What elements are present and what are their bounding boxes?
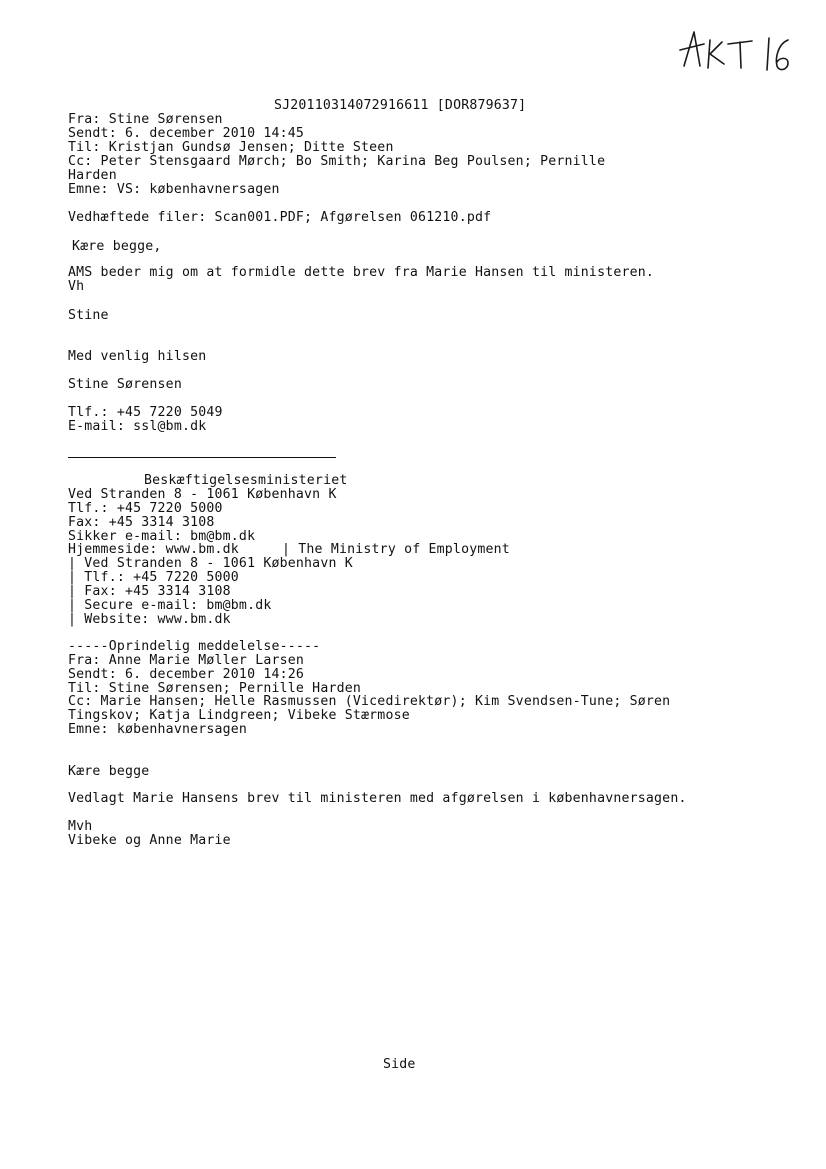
subject-line: Emne: VS: københavnersagen bbox=[68, 182, 280, 197]
greeting: Kære begge, bbox=[72, 239, 162, 254]
original-closing: Mvh bbox=[68, 819, 93, 834]
cc-line: Cc: Peter Stensgaard Mørch; Bo Smith; Karina Beg Poulsen; Pernille bbox=[68, 154, 606, 169]
ministry-address: Ved Stranden 8 - 1061 København K bbox=[68, 487, 337, 502]
ministry-english-website: | Website: www.bm.dk bbox=[68, 612, 231, 627]
ministry-secure-email: Sikker e-mail: bm@bm.dk bbox=[68, 529, 256, 544]
sent-line: Sendt: 6. december 2010 14:45 bbox=[68, 126, 305, 141]
original-subject-line: Emne: københavnersagen bbox=[68, 722, 248, 737]
signature-closing: Med venlig hilsen bbox=[68, 349, 207, 364]
ministry-website: Hjemmeside: www.bm.dk bbox=[68, 542, 239, 557]
document-id: SJ20110314072916611 [DOR879637] bbox=[274, 98, 527, 113]
signature-phone: Tlf.: +45 7220 5049 bbox=[68, 405, 223, 420]
handwritten-akt-stamp bbox=[678, 28, 798, 76]
ministry-english-name: | The Ministry of Employment bbox=[282, 542, 510, 557]
body-regards: Vh bbox=[68, 279, 85, 294]
ministry-phone: Tlf.: +45 7220 5000 bbox=[68, 501, 223, 516]
ministry-english-address: | Ved Stranden 8 - 1061 København K bbox=[68, 556, 353, 571]
ministry-english-fax: | Fax: +45 3314 3108 bbox=[68, 584, 231, 599]
body-text: AMS beder mig om at formidle dette brev fra Marie Hansen til ministeren. bbox=[68, 265, 655, 280]
ministry-english-secure-email: | Secure e-mail: bm@bm.dk bbox=[68, 598, 272, 613]
signature-name: Stine Sørensen bbox=[68, 377, 182, 392]
ministry-english-phone: | Tlf.: +45 7220 5000 bbox=[68, 570, 239, 585]
body-sender: Stine bbox=[68, 308, 109, 323]
original-signers: Vibeke og Anne Marie bbox=[68, 833, 231, 848]
original-message-divider: -----Oprindelig meddelelse----- bbox=[68, 639, 321, 654]
original-body-text: Vedlagt Marie Hansens brev til ministeren med afgørelsen i københavnersagen. bbox=[68, 791, 687, 806]
original-cc-line: Cc: Marie Hansen; Helle Rasmussen (Vicedirektør); Kim Svendsen-Tune; Søren bbox=[68, 694, 671, 709]
signature-divider bbox=[68, 457, 336, 458]
from-line: Fra: Stine Sørensen bbox=[68, 112, 223, 127]
to-line: Til: Kristjan Gundsø Jensen; Ditte Steen bbox=[68, 140, 394, 155]
ministry-fax: Fax: +45 3314 3108 bbox=[68, 515, 215, 530]
attachments-line: Vedhæftede filer: Scan001.PDF; Afgørelsen 061210.pdf bbox=[68, 210, 492, 225]
original-to-line: Til: Stine Sørensen; Pernille Harden bbox=[68, 681, 362, 696]
original-cc-line-continued: Tingskov; Katja Lindgreen; Vibeke Stærmose bbox=[68, 708, 410, 723]
cc-line-continued: Harden bbox=[68, 168, 117, 183]
page-footer-label: Side bbox=[383, 1057, 416, 1072]
original-from-line: Fra: Anne Marie Møller Larsen bbox=[68, 653, 305, 668]
ministry-name: Beskæftigelsesministeriet bbox=[144, 473, 348, 488]
signature-email: E-mail: ssl@bm.dk bbox=[68, 419, 207, 434]
original-greeting: Kære begge bbox=[68, 764, 150, 779]
original-sent-line: Sendt: 6. december 2010 14:26 bbox=[68, 667, 305, 682]
